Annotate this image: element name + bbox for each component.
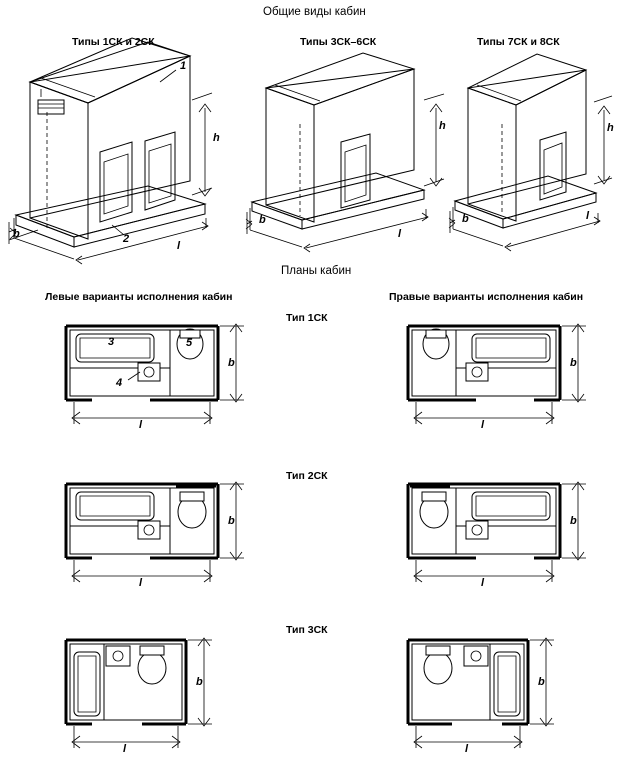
plan-2sk-right [408, 482, 586, 582]
callout-5: 5 [186, 337, 193, 349]
dim-h-view1: h [213, 132, 220, 144]
callout-2: 2 [123, 233, 130, 245]
heading-plans: Планы кабин [281, 265, 352, 277]
dim-b-plan1-right: b [570, 357, 577, 369]
plan-column-left-label: Левые варианты исполнения кабин [45, 291, 233, 303]
dim-l-plan2-right: l [481, 577, 485, 589]
isometric-view-2 [246, 53, 444, 252]
callout-4: 4 [116, 377, 123, 389]
plan-column-right-label: Правые варианты исполнения кабин [389, 291, 584, 303]
plan-3sk-left [66, 638, 212, 748]
dim-l-view3: l [586, 210, 590, 222]
dim-l-view2: l [398, 228, 402, 240]
callout-3: 3 [108, 336, 115, 348]
dim-l-view1: l [177, 240, 181, 252]
view-label-1: Типы 1СК и 2СК [72, 36, 155, 48]
plan-row-label-2: Тип 2СК [286, 470, 328, 482]
view-label-2: Типы 3СК–6СК [300, 36, 377, 48]
dim-b-plan2-right: b [570, 515, 577, 527]
dim-b-view3: b [462, 213, 469, 225]
plan-1sk-right [408, 324, 586, 424]
dim-l-plan3-left: l [123, 743, 127, 755]
dim-l-plan2-left: l [139, 577, 143, 589]
dim-h-view3: h [607, 122, 614, 134]
dim-b-plan2-left: b [228, 515, 235, 527]
dim-l-plan1-left: l [139, 419, 143, 431]
dim-b-plan3-left: b [196, 676, 203, 688]
dim-l-plan3-right: l [465, 743, 469, 755]
dim-b-plan3-right: b [538, 676, 545, 688]
plan-3sk-right [408, 638, 554, 748]
plan-row-label-3: Тип 3СК [286, 624, 328, 636]
dim-b-plan1-left: b [228, 357, 235, 369]
heading-general-views: Общие виды кабин [263, 6, 366, 18]
plan-row-label-1: Тип 1СК [286, 312, 328, 324]
plan-1sk-left [66, 324, 244, 424]
callout-1: 1 [180, 60, 187, 72]
dim-b-view1: b [13, 228, 20, 240]
plan-2sk-left [66, 482, 244, 582]
dim-b-view2: b [259, 214, 266, 226]
view-label-3: Типы 7СК и 8СК [477, 36, 560, 48]
dim-l-plan1-right: l [481, 419, 485, 431]
dim-h-view2: h [439, 120, 446, 132]
